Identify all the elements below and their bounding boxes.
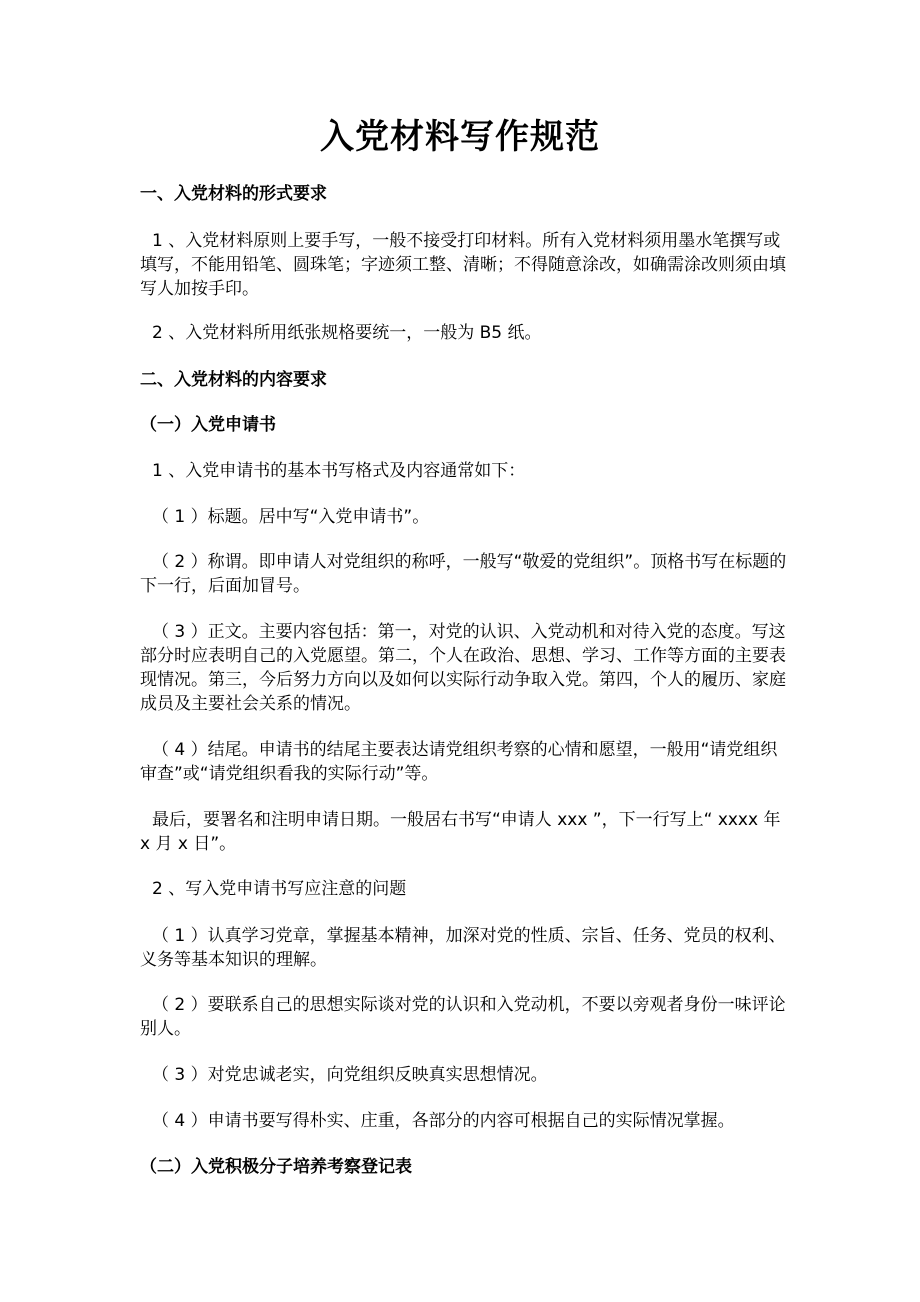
paragraph: （ 4 ）申请书要写得朴实、庄重，各部分的内容可根据自己的实际情况掌握。 [152,1111,735,1131]
page-title: 入党材料写作规范 [320,117,600,157]
paragraph: （ 4 ）结尾。申请书的结尾主要表达请党组织考察的心情和愿望，一般用“请党组织审查”或“请党组织看我的实际行动”等。 [140,740,778,784]
paragraph: 1 、入党材料原则上要手写，一般不接受打印材料。所有入党材料须用墨水笔撰写或填写，不能用铅笔、圆珠笔；字迹须工整、清晰；不得随意涂改，如确需涂改则须由填写人加按手印。 [140,231,786,299]
paragraph: （ 1 ）标题。居中写“入党申请书”。 [152,507,430,527]
subsection-heading-activist-form: （二）入党积极分子培养考察登记表 [140,1157,412,1177]
section-heading-content: 二、入党材料的内容要求 [140,370,327,390]
paragraph: 2 、入党材料所用纸张规格要统一，一般为 B5 纸。 [152,323,542,343]
paragraph: （ 2 ）要联系自己的思想实际谈对党的认识和入党动机，不要以旁观者身份一味评论别人。 [140,995,786,1039]
paragraph: 2 、写入党申请书写应注意的问题 [152,879,407,899]
paragraph: （ 2 ）称谓。即申请人对党组织的称呼，一般写“敬爱的党组织”。顶格书写在标题的下一行，后面加冒号。 [140,552,787,596]
paragraph: （ 3 ）对党忠诚老实，向党组织反映真实思想情况。 [152,1065,548,1085]
paragraph: （ 3 ）正文。主要内容包括：第一，对党的认识、入党动机和对待入党的态度。写这部分时应表明自己的入党愿望。第二，个人在政治、思想、学习、工作等方面的主要表现情况。第三，今后努力方向以及如何以实际行动争取入党。第四，个人的履历、家庭成员及主要社会关系的情况。 [140,622,786,714]
subsection-heading-application: （一）入党申请书 [140,415,276,435]
paragraph: （ 1 ）认真学习党章，掌握基本精神，加深对党的性质、宗旨、任务、党员的权利、义务等基本知识的理解。 [140,926,786,970]
paragraph: 最后，要署名和注明申请日期。一般居右书写“申请人 xxx ”，下一行写上“ xxxx 年 x 月 x 日”。 [140,810,781,854]
section-heading-form: 一、入党材料的形式要求 [140,184,327,204]
paragraph: 1 、入党申请书的基本书写格式及内容通常如下： [152,461,526,481]
